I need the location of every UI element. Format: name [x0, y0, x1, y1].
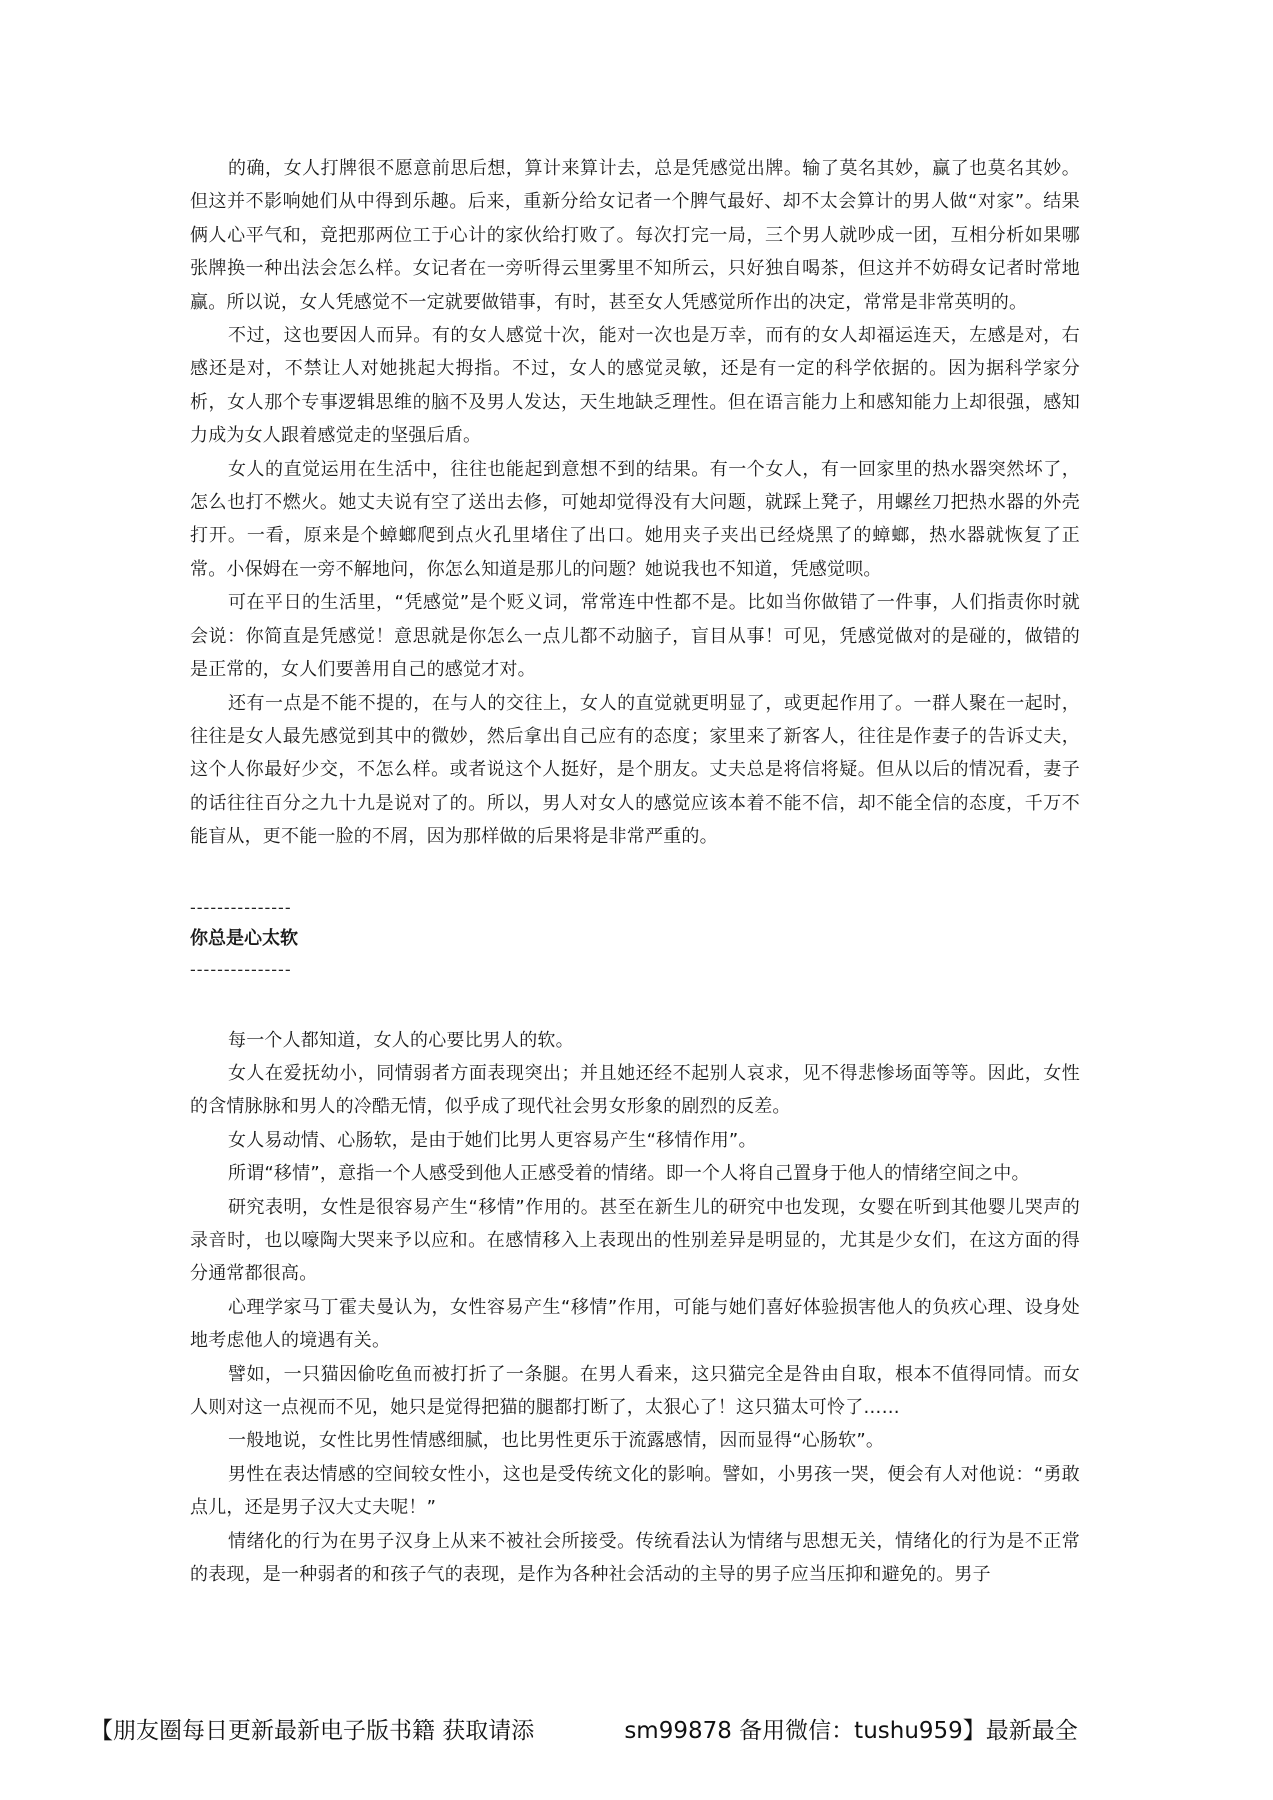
paragraph: 每一个人都知道，女人的心要比男人的软。: [228, 1029, 574, 1051]
paragraph: 女人的直觉运用在生活中，往往也能起到意想不到的结果。有一个女人，有一回家里的热水器突然坏了，怎么也打不燃火。她丈夫说有空了送出去修，可她却觉得没有大问题，就踩上凳子，用螺丝刀把热水器的外壳打开。一看，原来是个蟑螂爬到点火孔里堵住了出口。她用夹子夹出已经烧黑了的蟑螂，热水器就恢复了正常。小保姆在一旁不解地问，你怎么知道是那儿的问题？她说我也不知道，凭感觉呗。: [190, 458, 1080, 580]
paragraph: 譬如，一只猫因偷吃鱼而被打折了一条腿。在男人看来，这只猫完全是咎由自取，根本不值得同情。而女人则对这一点视而不见，她只是觉得把猫的腿都打断了，太狠心了！这只猫太可怜了……: [190, 1363, 1080, 1418]
separator-line: ---------------: [190, 959, 292, 979]
paragraph: 一般地说，女性比男性情感细腻，也比男性更乐于流露感情，因而显得“心肠软”。: [228, 1430, 885, 1452]
paragraph: 所谓“移情”，意指一个人感受到他人正感受着的情绪。即一个人将自己置身于他人的情绪空间之中。: [228, 1163, 1030, 1185]
paragraph: 不过，这也要因人而异。有的女人感觉十次，能对一次也是万幸，而有的女人却福运连天，左感是对，右感还是对，不禁让人对她挑起大拇指。不过，女人的感觉灵敏，还是有一定的科学依据的。因为据科学家分析，女人那个专事逻辑思维的脑不及男人发达，天生地缺乏理性。但在语言能力上和感知能力上却很强，感知力成为女人跟着感觉走的坚强后盾。: [190, 325, 1080, 447]
section-2: [190, 1024, 1080, 1592]
section-title: 你总是心太软: [190, 927, 298, 949]
section-1: [190, 152, 1080, 854]
paragraph: 男性在表达情感的空间较女性小，这也是受传统文化的影响。譬如，小男孩一哭，便会有人对他说：“勇敢点儿，还是男子汉大丈夫呢！”: [190, 1463, 1080, 1519]
paragraph: 还有一点是不能不提的，在与人的交往上，女人的直觉就更明显了，或更起作用了。一群人聚在一起时，往往是女人最先感觉到其中的微妙，然后拿出自己应有的态度；家里来了新客人，往往是作妻子的告诉丈夫，这个人你最好少交，不怎么样。或者说这个人挺好，是个朋友。丈夫总是将信将疑。但从以后的情况看，妻子的话往往百分之九十九是说对了的。所以，男人对女人的感觉应该本着不能不信，却不能全信的态度，千万不能盲从，更不能一脸的不屑，因为那样做的后果将是非常严重的。: [190, 692, 1080, 848]
paragraph: 的确，女人打牌很不愿意前思后想，算计来算计去，总是凭感觉出牌。输了莫名其妙，赢了也莫名其妙。但这并不影响她们从中得到乐趣。后来，重新分给女记者一个脾气最好、却不太会算计的男人做“对家”。结果俩人心平气和，竟把那两位工于心计的家伙给打败了。每次打完一局，三个男人就吵成一团，互相分析如果哪张牌换一种出法会怎么样。女记者在一旁听得云里雾里不知所云，只好独自喝茶，但这并不妨碍女记者时常地赢。所以说，女人凭感觉不一定就要做错事，有时，甚至女人凭感觉所作出的决定，常常是非常英明的。: [190, 158, 1080, 313]
footer-notice: [90, 1715, 1190, 1747]
paragraph: 情绪化的行为在男子汉身上从来不被社会所接受。传统看法认为情绪与思想无关，情绪化的行为是不正常的表现，是一种弱者的和孩子气的表现，是作为各种社会活动的主导的男子应当压抑和避免的。男子: [190, 1530, 1080, 1586]
paragraph: 女人在爱抚幼小，同情弱者方面表现突出；并且她还经不起别人哀求，见不得悲惨场面等等。因此，女性的含情脉脉和男人的冷酷无情，似乎成了现代社会男女形象的剧烈的反差。: [190, 1062, 1080, 1118]
footer-text-left: 【朋友圈每日更新最新电子版书籍 获取请添: [90, 1718, 535, 1744]
paragraph: 研究表明，女性是很容易产生“移情”作用的。甚至在新生儿的研究中也发现，女婴在听到其他婴儿哭声的录音时，也以嚎陶大哭来予以应和。在感情移入上表现出的性别差异是明显的，尤其是少女们，在这方面的得分通常都很高。: [190, 1196, 1080, 1285]
paragraph: 心理学家马丁霍夫曼认为，女性容易产生“移情”作用，可能与她们喜好体验损害他人的负疚心理、设身处地考虑他人的境遇有关。: [190, 1296, 1080, 1352]
document-page: [190, 152, 1080, 1591]
paragraph: 女人易动情、心肠软，是由于她们比男人更容易产生“移情作用”。: [228, 1129, 757, 1151]
separator-line: ---------------: [190, 897, 292, 917]
footer-text-right: sm99878 备用微信：tushu959】最新最全: [624, 1718, 1078, 1744]
paragraph: 可在平日的生活里，“凭感觉”是个贬义词，常常连中性都不是。比如当你做错了一件事，人们指责你时就会说：你简直是凭感觉！意思就是你怎么一点儿都不动脑子，盲目从事！可见，凭感觉做对的是碰的，做错的是正常的，女人们要善用自己的感觉才对。: [190, 592, 1080, 681]
